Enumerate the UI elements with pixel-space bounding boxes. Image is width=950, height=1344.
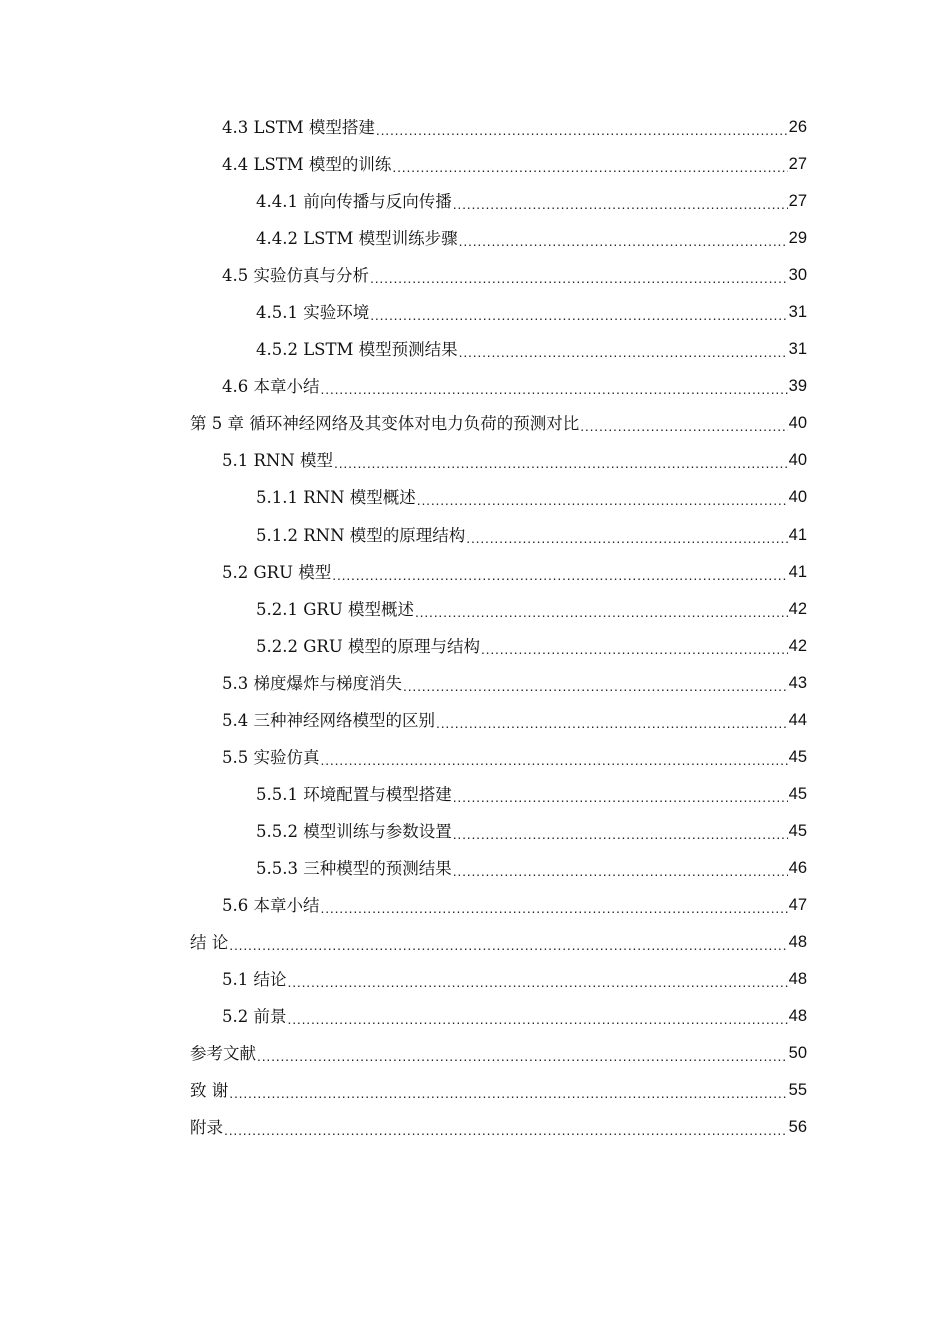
toc-entry-page-number: 45 bbox=[788, 747, 807, 766]
toc-dot-leader bbox=[224, 1109, 788, 1146]
toc-entry[interactable] bbox=[190, 924, 807, 961]
toc-dot-leader bbox=[288, 961, 788, 998]
toc-dot-leader bbox=[321, 368, 788, 405]
toc-entry-label: 5.1.2 RNN 模型的原理结构 bbox=[256, 525, 466, 545]
toc-dot-leader bbox=[229, 924, 787, 961]
toc-entry-label: 5.2 GRU 模型 bbox=[222, 562, 332, 582]
toc-dot-leader bbox=[415, 591, 788, 628]
toc-entry-page-number: 46 bbox=[788, 858, 807, 877]
toc-entry-label: 参考文献 bbox=[190, 1044, 256, 1064]
toc-dot-leader bbox=[459, 220, 788, 257]
toc-entry-label: 5.1 结论 bbox=[222, 970, 287, 990]
toc-entry-page-number: 42 bbox=[788, 636, 807, 655]
toc-entry-label: 5.5 实验仿真 bbox=[222, 747, 320, 767]
toc-entry-page-number: 56 bbox=[788, 1118, 807, 1137]
toc-entry[interactable] bbox=[190, 405, 807, 442]
toc-entry[interactable] bbox=[190, 146, 807, 183]
toc-entry-page-number: 40 bbox=[788, 414, 807, 433]
toc-entry-label: 5.1.1 RNN 模型概述 bbox=[256, 488, 416, 508]
toc-entry-page-number: 50 bbox=[788, 1044, 807, 1063]
toc-entry[interactable] bbox=[190, 665, 807, 702]
toc-dot-leader bbox=[466, 517, 787, 554]
toc-dot-leader bbox=[417, 479, 788, 516]
toc-entry[interactable] bbox=[190, 331, 807, 368]
toc-entry-page-number: 26 bbox=[788, 118, 807, 137]
toc-entry-page-number: 40 bbox=[788, 451, 807, 470]
toc-entry-label: 致 谢 bbox=[190, 1081, 229, 1101]
toc-entry-page-number: 47 bbox=[788, 896, 807, 914]
toc-entry[interactable] bbox=[190, 479, 807, 516]
toc-dot-leader bbox=[436, 702, 788, 739]
toc-dot-leader bbox=[332, 554, 787, 591]
toc-entry-label: 4.5.2 LSTM 模型预测结果 bbox=[256, 340, 458, 360]
toc-entry[interactable] bbox=[190, 220, 807, 257]
toc-dot-leader bbox=[334, 442, 788, 479]
toc-dot-leader bbox=[580, 405, 787, 442]
toc-entry[interactable] bbox=[190, 183, 807, 220]
toc-entry-page-number: 39 bbox=[788, 377, 807, 396]
toc-dot-leader bbox=[370, 257, 788, 294]
toc-entry[interactable] bbox=[190, 702, 807, 739]
toc-entry[interactable] bbox=[190, 294, 807, 331]
toc-entry-label: 4.6 本章小结 bbox=[222, 377, 320, 397]
toc-dot-leader bbox=[392, 146, 787, 183]
toc-entry-label: 第 5 章 循环神经网络及其变体对电力负荷的预测对比 bbox=[190, 414, 580, 434]
toc-entry[interactable] bbox=[190, 591, 807, 628]
toc-dot-leader bbox=[453, 776, 788, 813]
toc-entry-page-number: 44 bbox=[788, 710, 807, 729]
toc-dot-leader bbox=[481, 628, 788, 665]
toc-entry-label: 5.1 RNN 模型 bbox=[222, 451, 334, 471]
toc-entry-page-number: 41 bbox=[788, 525, 807, 544]
toc-entry-label: 5.5.2 模型训练与参数设置 bbox=[256, 821, 452, 841]
toc-entry-page-number: 42 bbox=[788, 599, 807, 618]
toc-entry[interactable] bbox=[190, 961, 807, 998]
toc-entry[interactable] bbox=[190, 813, 807, 850]
toc-dot-leader bbox=[370, 294, 787, 331]
toc-entry-page-number: 31 bbox=[788, 340, 807, 359]
toc-entry-label: 5.2.1 GRU 模型概述 bbox=[256, 599, 414, 619]
toc-dot-leader bbox=[453, 850, 788, 887]
toc-entry-label: 5.2 前景 bbox=[222, 1007, 287, 1027]
toc-entry[interactable] bbox=[190, 257, 807, 294]
toc-entry-label: 4.4.2 LSTM 模型训练步骤 bbox=[256, 229, 458, 249]
toc-entry-page-number: 29 bbox=[788, 229, 807, 248]
toc-dot-leader bbox=[453, 183, 788, 220]
toc-entry-label: 4.4.1 前向传播与反向传播 bbox=[256, 192, 452, 212]
toc-entry-page-number: 48 bbox=[788, 933, 807, 952]
toc-entry[interactable] bbox=[190, 109, 807, 146]
toc-dot-leader bbox=[403, 665, 788, 702]
toc-entry[interactable] bbox=[190, 442, 807, 479]
toc-entry-label: 附录 bbox=[190, 1118, 223, 1138]
toc-entry[interactable] bbox=[190, 517, 807, 554]
toc-entry[interactable] bbox=[190, 1072, 807, 1109]
toc-entry-label: 5.2.2 GRU 模型的原理与结构 bbox=[256, 636, 480, 656]
toc-entry-label: 5.4 三种神经网络模型的区别 bbox=[222, 710, 435, 730]
toc-dot-leader bbox=[321, 887, 788, 924]
toc-entry-label: 5.5.1 环境配置与模型搭建 bbox=[256, 784, 452, 804]
toc-entry-label: 5.6 本章小结 bbox=[222, 896, 320, 915]
toc-entry-page-number: 27 bbox=[788, 155, 807, 174]
toc-dot-leader bbox=[229, 1072, 787, 1109]
toc-entry[interactable] bbox=[190, 887, 807, 924]
toc-entry[interactable] bbox=[190, 998, 807, 1035]
toc-entry-label: 5.5.3 三种模型的预测结果 bbox=[256, 858, 452, 878]
toc-entry-page-number: 41 bbox=[788, 562, 807, 581]
toc-dot-leader bbox=[459, 331, 788, 368]
toc-entry[interactable] bbox=[190, 739, 807, 776]
toc-entry-label: 4.5.1 实验环境 bbox=[256, 303, 370, 323]
toc-entry[interactable] bbox=[190, 776, 807, 813]
toc-entry-page-number: 40 bbox=[788, 488, 807, 507]
toc-entry[interactable] bbox=[190, 628, 807, 665]
toc-entry-page-number: 45 bbox=[788, 821, 807, 840]
toc-entry-label: 4.5 实验仿真与分析 bbox=[222, 266, 369, 286]
table-of-contents bbox=[190, 109, 807, 1146]
toc-entry-label: 5.3 梯度爆炸与梯度消失 bbox=[222, 673, 402, 693]
toc-entry-page-number: 45 bbox=[788, 784, 807, 803]
toc-entry-page-number: 30 bbox=[788, 266, 807, 285]
toc-dot-leader bbox=[288, 998, 788, 1035]
toc-dot-leader bbox=[321, 739, 788, 776]
toc-entry[interactable] bbox=[190, 554, 807, 591]
toc-entry-label: 4.4 LSTM 模型的训练 bbox=[222, 155, 392, 175]
toc-entry[interactable] bbox=[190, 850, 807, 887]
toc-entry-page-number: 55 bbox=[788, 1081, 807, 1100]
toc-entry-page-number: 48 bbox=[788, 1007, 807, 1026]
toc-entry[interactable] bbox=[190, 368, 807, 405]
toc-entry-page-number: 27 bbox=[788, 192, 807, 211]
toc-entry-page-number: 48 bbox=[788, 970, 807, 989]
toc-entry-page-number: 31 bbox=[788, 303, 807, 322]
toc-entry[interactable] bbox=[190, 1035, 807, 1072]
toc-dot-leader bbox=[257, 1035, 788, 1072]
toc-entry[interactable] bbox=[190, 1109, 807, 1146]
toc-dot-leader bbox=[376, 109, 788, 146]
toc-entry-label: 4.3 LSTM 模型搭建 bbox=[222, 118, 375, 138]
toc-entry-page-number: 43 bbox=[788, 673, 807, 692]
toc-entry-label: 结 论 bbox=[190, 933, 229, 953]
toc-dot-leader bbox=[453, 813, 788, 850]
